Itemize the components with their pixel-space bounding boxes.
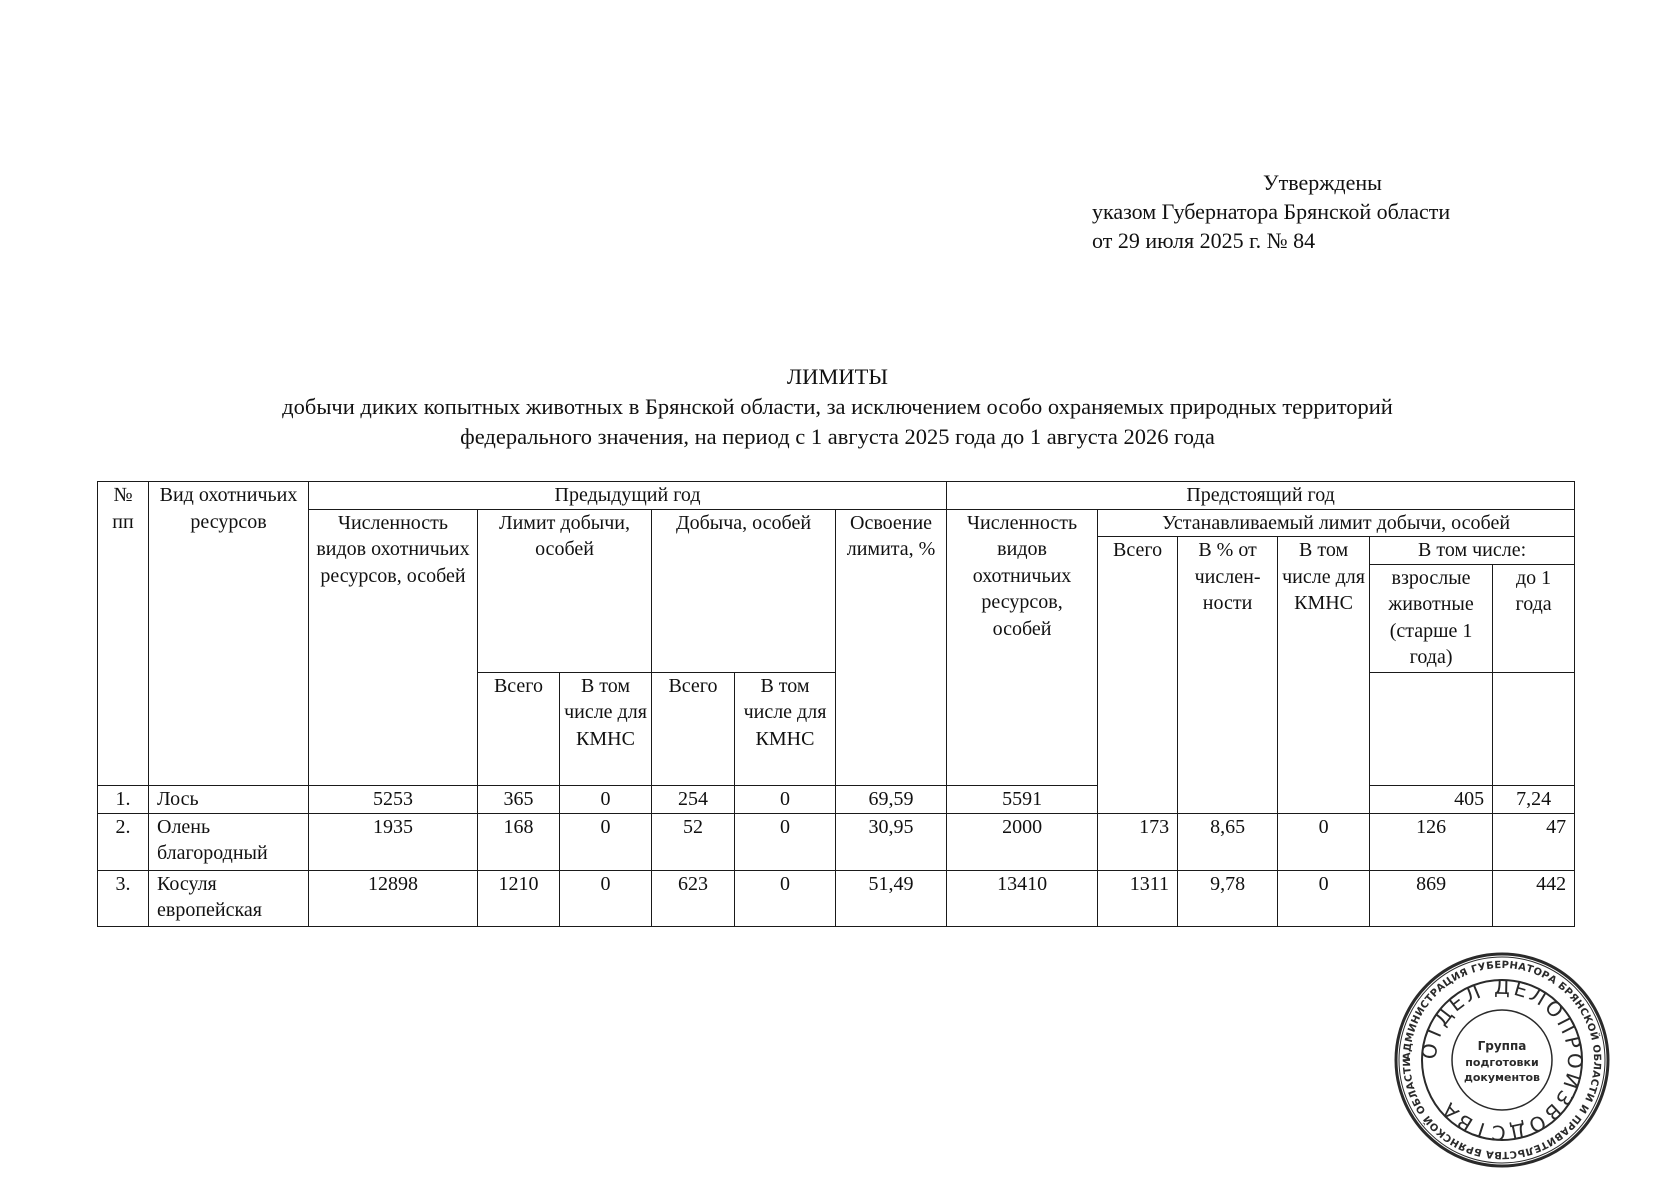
approval-line-3: от 29 июля 2025 г. № 84 bbox=[1092, 228, 1316, 253]
approval-line-1: Утверждены bbox=[1263, 170, 1382, 195]
cell-set-total: 173 bbox=[1098, 813, 1178, 870]
header-mastery-cont bbox=[836, 672, 947, 785]
header-num: № пп bbox=[98, 482, 149, 673]
sub-adults-blank bbox=[1370, 672, 1493, 785]
cell-young: 442 bbox=[1493, 870, 1575, 926]
cell-mastery: 69,59 bbox=[836, 785, 947, 813]
cell-harvest-total: 254 bbox=[652, 785, 735, 813]
cell-next-pop: 13410 bbox=[947, 870, 1098, 926]
cell-harvest-kmns: 0 bbox=[735, 813, 836, 870]
header-kmns: В том числе для КМНС bbox=[1278, 537, 1370, 814]
stamp-center-line-2: подготовки bbox=[1465, 1056, 1539, 1069]
table-row bbox=[98, 813, 1575, 870]
cell-next-pop: 2000 bbox=[947, 813, 1098, 870]
cell-pop: 12898 bbox=[309, 870, 478, 926]
sub-harvest-kmns: В том числе для КМНС bbox=[735, 672, 836, 785]
cell-adults: 126 bbox=[1370, 813, 1493, 870]
cell-set-kmns: 0 bbox=[1278, 870, 1370, 926]
cell-num: 1. bbox=[98, 785, 149, 813]
cell-harvest-total: 623 bbox=[652, 870, 735, 926]
cell-adults: 869 bbox=[1370, 870, 1493, 926]
stamp-center-line-1: Группа bbox=[1477, 1039, 1527, 1053]
header-prev-year: Предыдущий год bbox=[309, 482, 947, 510]
stamp-outer-text: АДМИНИСТРАЦИЯ ГУБЕРНАТОРА БРЯНСКОЙ ОБЛАСТИ И ПРАВИТЕЛЬСТВА БРЯНСКОЙ ОБЛАСТИ bbox=[1401, 959, 1603, 1161]
limits-table bbox=[97, 481, 1575, 927]
cell-set-pct: 9,78 bbox=[1178, 870, 1278, 926]
cell-species: Косуля европейская bbox=[149, 870, 309, 926]
cell-set-total: 1311 bbox=[1098, 870, 1178, 926]
cell-limit-total: 168 bbox=[478, 813, 560, 870]
title-line-3: федерального значения, на период с 1 августа 2025 года до 1 августа 2026 года bbox=[460, 424, 1215, 449]
header-under-1: до 1 года bbox=[1493, 564, 1575, 672]
approval-line-2: указом Губернатора Брянской области bbox=[1092, 199, 1451, 224]
header-species-cont bbox=[149, 672, 309, 785]
cell-limit-total: 1210 bbox=[478, 870, 560, 926]
cell-species: Олень благородный bbox=[149, 813, 309, 870]
header-limit: Лимит добычи, особей bbox=[478, 509, 652, 672]
header-harvest: Добыча, особей bbox=[652, 509, 836, 672]
title-line-2: добычи диких копытных животных в Брянской области, за исключением особо охраняемых природных территорий bbox=[282, 394, 1393, 419]
header-num-cont bbox=[98, 672, 149, 785]
cell-pop: 5253 bbox=[309, 785, 478, 813]
title-main: ЛИМИТЫ bbox=[786, 364, 889, 389]
stamp-center-line-3: документов bbox=[1463, 1071, 1541, 1084]
header-population-cont bbox=[309, 672, 478, 785]
header-population: Численность видов охотничьих ресурсов, особей bbox=[309, 509, 478, 672]
cell-set-pct: 8,65 bbox=[1178, 813, 1278, 870]
cell-species: Лось bbox=[149, 785, 309, 813]
cell-mastery: 30,95 bbox=[836, 813, 947, 870]
table-row bbox=[98, 870, 1575, 926]
header-pct: В % от числен- ности bbox=[1178, 537, 1278, 814]
header-mastery: Освоение лимита, % bbox=[836, 509, 947, 672]
header-including: В том числе: bbox=[1370, 537, 1575, 565]
header-adults: взрослые животные (старше 1 года) bbox=[1370, 564, 1493, 672]
header-total: Всего bbox=[1098, 537, 1178, 814]
cell-set-pct: 7,24 bbox=[1493, 785, 1575, 813]
header-next-population-cont bbox=[947, 672, 1098, 785]
cell-harvest-kmns: 0 bbox=[735, 870, 836, 926]
cell-harvest-total: 52 bbox=[652, 813, 735, 870]
cell-harvest-kmns: 0 bbox=[735, 785, 836, 813]
cell-num: 3. bbox=[98, 870, 149, 926]
header-set-limit: Устанавливаемый лимит добычи, особей bbox=[1098, 509, 1575, 537]
office-stamp bbox=[1392, 950, 1612, 1170]
cell-pop: 1935 bbox=[309, 813, 478, 870]
cell-limit-kmns: 0 bbox=[560, 785, 652, 813]
stamp-ring-text: ОТДЕЛ ДЕЛОПРОИЗВОДСТВА bbox=[1416, 974, 1588, 1146]
sub-harvest-total: Всего bbox=[652, 672, 735, 785]
cell-limit-kmns: 0 bbox=[560, 813, 652, 870]
cell-num: 2. bbox=[98, 813, 149, 870]
header-next-population: Численность видов охотничьих ресурсов, особей bbox=[947, 509, 1098, 672]
sub-under-1-blank bbox=[1493, 672, 1575, 785]
cell-set-kmns: 0 bbox=[1278, 813, 1370, 870]
cell-next-pop: 5591 bbox=[947, 785, 1098, 813]
cell-limit-total: 365 bbox=[478, 785, 560, 813]
sub-limit-total: Всего bbox=[478, 672, 560, 785]
header-species: Вид охотничьих ресурсов bbox=[149, 482, 309, 673]
cell-young: 47 bbox=[1493, 813, 1575, 870]
sub-limit-kmns: В том числе для КМНС bbox=[560, 672, 652, 785]
approval-block bbox=[1092, 168, 1450, 255]
header-next-year: Предстоящий год bbox=[947, 482, 1575, 510]
document-title bbox=[100, 362, 1575, 452]
cell-mastery: 51,49 bbox=[836, 870, 947, 926]
cell-limit-kmns: 0 bbox=[560, 870, 652, 926]
cell-set-total: 405 bbox=[1370, 785, 1493, 813]
